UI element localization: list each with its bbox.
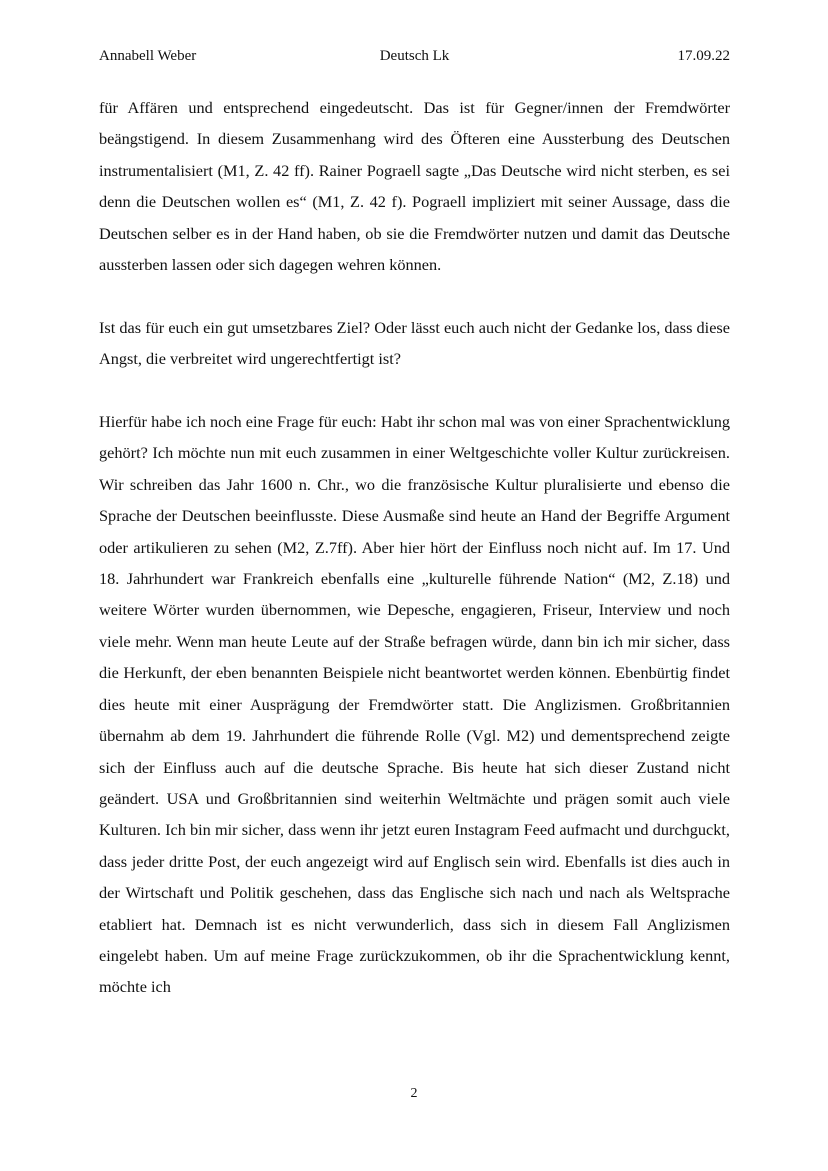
header-course: Deutsch Lk <box>379 48 450 64</box>
document-body <box>99 92 730 1003</box>
page-number: 2 <box>410 1086 418 1101</box>
paragraph: Ist das für euch ein gut umsetzbares Ziel? Oder lässt euch auch nicht der Gedanke los, dass diese Angst, die verbreitet wird ungerechtfertigt ist? <box>99 317 730 369</box>
page-header <box>99 48 730 68</box>
header-author: Annabell Weber <box>99 48 197 64</box>
header-date: 17.09.22 <box>677 48 730 64</box>
paragraph: für Affären und entsprechend eingedeutscht. Das ist für Gegner/innen der Fremdwörter beängstigend. In diesem Zusammenhang wird des Öfteren eine Aussterbung des Deutschen instrumentalisiert (M1, Z. 42 ff). Rainer Pograell sagte „Das Deutsche wird nicht sterben, es sei denn die Deutschen wollen es“ (M1, Z. 42 f). Pograell impliziert mit seiner Aussage, dass die Deutschen selber es in der Hand haben, ob sie die Fremdwörter nutzen und damit das Deutsche aussterben lassen oder sich dagegen wehren können. <box>99 98 730 275</box>
paragraph: Hierfür habe ich noch eine Frage für euch: Habt ihr schon mal was von einer Sprachentwicklung gehört? Ich möchte nun mit euch zusammen in einer Weltgeschichte voller Kultur zurückreisen. Wir schreiben das Jahr 1600 n. Chr., wo die französische Kultur pluralisierte und ebenso die Sprache der Deutschen beeinflusste. Diese Ausmaße sind heute an Hand der Begriffe Argument oder artikulieren zu sehen (M2, Z.7ff). Aber hier hört der Einfluss noch nicht auf. Im 17. Und 18. Jahrhundert war Frankreich ebenfalls eine „kulturelle führende Nation“ (M2, Z.18) und weitere Wörter wurden übernommen, wie Depesche, engagieren, Friseur, Interview und noch viele mehr. Wenn man heute Leute auf der Straße befragen würde, dann bin ich mir sicher, dass die Herkunft, der eben benannten Beispiele nicht beantwortet werden können. Ebenbürtig findet dies heute mit einer Ausprägung der Fremdwörter statt. Die Anglizismen. Großbritannien übernahm ab dem 19. Jahrhundert die führende Rolle (Vgl. M2) und dementsprechend zeigte sich der Einfluss auch auf die deutsche Sprache. Bis heute hat sich dieser Zustand nicht geändert. USA und Großbritannien sind weiterhin Weltmächte und prägen somit auch viele Kulturen. Ich bin mir sicher, dass wenn ihr jetzt euren Instagram Feed aufmacht und durchguckt, dass jeder dritte Post, der euch angezeigt wird auf Englisch sein wird. Ebenfalls ist dies auch in der Wirtschaft und Politik geschehen, dass das Englische sich nach und nach als Weltsprache etabliert hat. Demnach ist es nicht verwunderlich, dass sich in diesem Fall Anglizismen eingelebt haben. Um auf meine Frage zurückzukommen, ob ihr die Sprachentwicklung kennt, möchte ich <box>99 412 730 997</box>
